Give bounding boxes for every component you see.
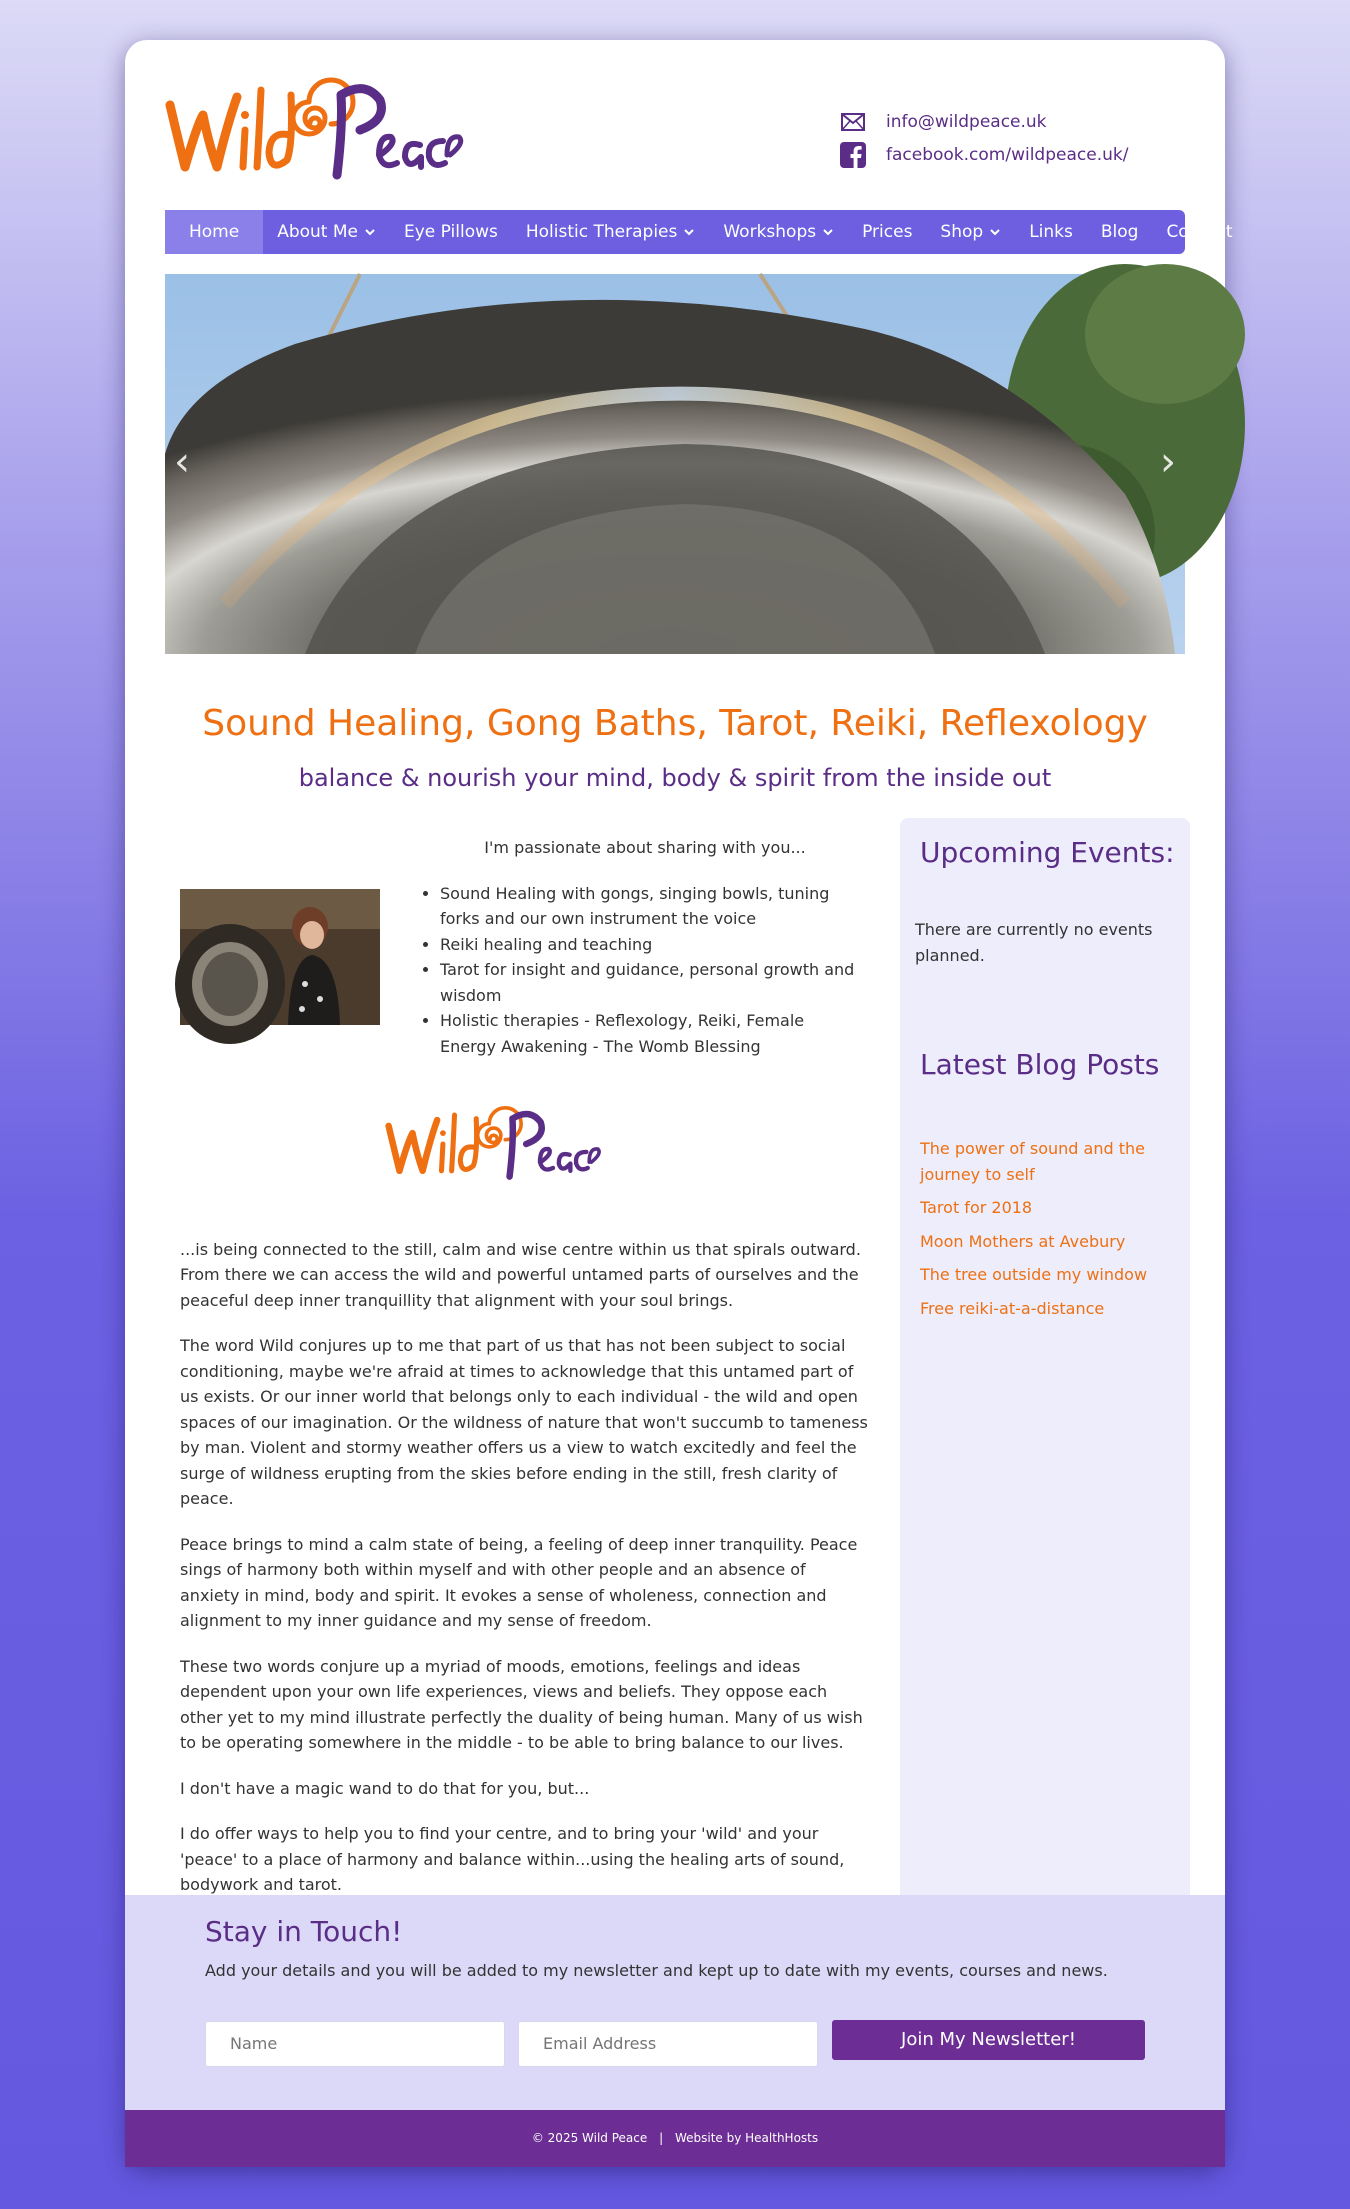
- nav-item-label: About Me: [277, 222, 358, 242]
- main-content: [180, 825, 870, 1918]
- gong-image: [165, 274, 1185, 654]
- footer: [125, 2110, 1225, 2167]
- body-paragraphs: [180, 1237, 870, 1898]
- slider-next-button[interactable]: ›: [1160, 439, 1176, 485]
- services-list: [400, 881, 865, 1060]
- email-row: [840, 105, 1128, 138]
- nav-item-label: Contact: [1166, 222, 1233, 242]
- nav-item-prices[interactable]: [848, 210, 926, 254]
- blog-post-link[interactable]: The tree outside my window: [920, 1265, 1148, 1284]
- nav-item-eye-pillows[interactable]: [390, 210, 512, 254]
- header-contact: [840, 105, 1128, 171]
- nav-item-home[interactable]: [165, 210, 263, 254]
- nav-item-label: Links: [1029, 222, 1073, 242]
- join-newsletter-button[interactable]: Join My Newsletter!: [832, 2020, 1145, 2060]
- main-nav: [165, 210, 1233, 254]
- nav-item-label: Workshops: [723, 222, 817, 242]
- blog-post-link[interactable]: The power of sound and the journey to self: [920, 1139, 1145, 1184]
- chevron-down-icon: [683, 226, 695, 238]
- nav-item-label: Holistic Therapies: [525, 222, 678, 242]
- list-item: • Tarot for insight and guidance, personal growth and wisdom: [440, 957, 865, 1008]
- newsletter-section: [125, 1895, 1225, 2110]
- wild-peace-logo-large: [385, 1089, 595, 1199]
- email-link[interactable]: info@wildpeace.uk: [886, 111, 1047, 132]
- intro-text: I'm passionate about sharing with you...: [484, 838, 806, 857]
- newsletter-title: Stay in Touch!: [205, 1915, 403, 1948]
- sidebar: [900, 818, 1190, 1914]
- body-paragraph: I don't have a magic wand to do that for you, but...: [180, 1778, 590, 1798]
- body-paragraph: These two words conjure up a myriad of moods, emotions, feelings and ideas dependent upon your own life experiences, views and beliefs. They oppose each other yet to my mind illustrate perfectly the duality of being human. Many of us wish to be operating somewhere in the middle - to be able to bring balance to our lives.: [180, 1656, 863, 1752]
- blog-post-list: [920, 1136, 1160, 1329]
- portrait-photo: [180, 889, 380, 1025]
- copyright-text: © 2025 Wild Peace: [531, 2131, 648, 2145]
- list-item: • Holistic therapies - Reflexology, Reiki, Female Energy Awakening - The Womb Blessing: [440, 1008, 865, 1059]
- events-title: Upcoming Events:: [920, 836, 1175, 869]
- chevron-down-icon: [822, 226, 834, 238]
- blog-post-link[interactable]: Free reiki-at-a-distance: [920, 1298, 1105, 1318]
- wild-peace-logo[interactable]: [165, 75, 455, 185]
- facebook-row: [840, 138, 1128, 171]
- newsletter-text: Add your details and you will be added to my newsletter and kept up to date with my events, courses and news.: [205, 1961, 1108, 1980]
- slider-prev-button[interactable]: ‹: [174, 439, 190, 485]
- nav-item-label: Shop: [940, 222, 984, 242]
- body-paragraph: ...is being connected to the still, calm and wise centre within us that spirals outward. From there we can access the wild and powerful untamed parts of ourselves and the peaceful deep inner tranquillity that alignment with your soul brings.: [180, 1239, 861, 1310]
- hero-slider: [165, 274, 1185, 654]
- nav-item-label: Home: [189, 222, 240, 242]
- page-title: Sound Healing, Gong Baths, Tarot, Reiki, Reflexology: [202, 703, 1148, 744]
- credit-link[interactable]: Website by HealthHosts: [674, 2131, 819, 2145]
- nav-item-label: Eye Pillows: [404, 222, 498, 242]
- passion-section: [180, 881, 870, 1060]
- footer-separator: |: [659, 2131, 664, 2145]
- facebook-link[interactable]: facebook.com/wildpeace.uk/: [886, 144, 1129, 165]
- nav-item-links[interactable]: [1015, 210, 1087, 254]
- blog-post-link[interactable]: Moon Mothers at Avebury: [920, 1231, 1126, 1251]
- chevron-down-icon: [989, 226, 1001, 238]
- page-container: [125, 40, 1233, 2167]
- nav-item-blog[interactable]: [1087, 210, 1153, 254]
- nav-item-contact[interactable]: [1152, 210, 1246, 254]
- events-text: There are currently no events planned.: [915, 920, 1153, 965]
- list-item: • Sound Healing with gongs, singing bowls, tuning forks and our own instrument the voice: [440, 881, 865, 932]
- blog-title: Latest Blog Posts: [920, 1048, 1160, 1081]
- nav-item-label: Blog: [1100, 222, 1139, 242]
- blog-post-link[interactable]: Tarot for 2018: [920, 1198, 1033, 1217]
- facebook-icon: [840, 142, 866, 168]
- body-paragraph: I do offer ways to help you to find your centre, and to bring your 'wild' and your 'peace' to a place of harmony and balance within...using the healing arts of sound, bodywork and tarot.: [180, 1824, 845, 1894]
- nav-item-workshops[interactable]: [709, 210, 848, 254]
- body-paragraph: Peace brings to mind a calm state of being, a feeling of deep inner tranquility. Peace sings of harmony both within myself and with other people and an absence of anxiety in mind, body and spirit. It evokes a sense of wholeness, connection and alignment to my inner guidance and my sense of freedom.: [180, 1534, 858, 1630]
- nav-item-about-me[interactable]: [263, 210, 390, 254]
- chevron-down-icon: [364, 226, 376, 238]
- envelope-icon: [840, 109, 866, 135]
- page-subtitle: balance & nourish your mind, body & spirit from the inside out: [298, 764, 1052, 792]
- email-input[interactable]: [518, 2021, 818, 2067]
- body-paragraph: The word Wild conjures up to me that part of us that has not been subject to social conditioning, maybe we're afraid at times to acknowledge that this untamed part of us exists. Or our inner world that belongs only to each individual - the wild and open spaces of our imagination. Or the wildness of nature that won't succumb to tameness by man. Violent and stormy weather offers us a view to watch excitedly and feel the surge of wildness erupting from the skies before ending in the still, fresh clarity of peace.: [180, 1336, 868, 1508]
- nav-item-shop[interactable]: [926, 210, 1015, 254]
- list-item: • Reiki healing and teaching: [440, 932, 865, 958]
- nav-item-label: Prices: [862, 222, 913, 242]
- name-input[interactable]: [205, 2021, 505, 2067]
- nav-item-holistic-therapies[interactable]: [512, 210, 709, 254]
